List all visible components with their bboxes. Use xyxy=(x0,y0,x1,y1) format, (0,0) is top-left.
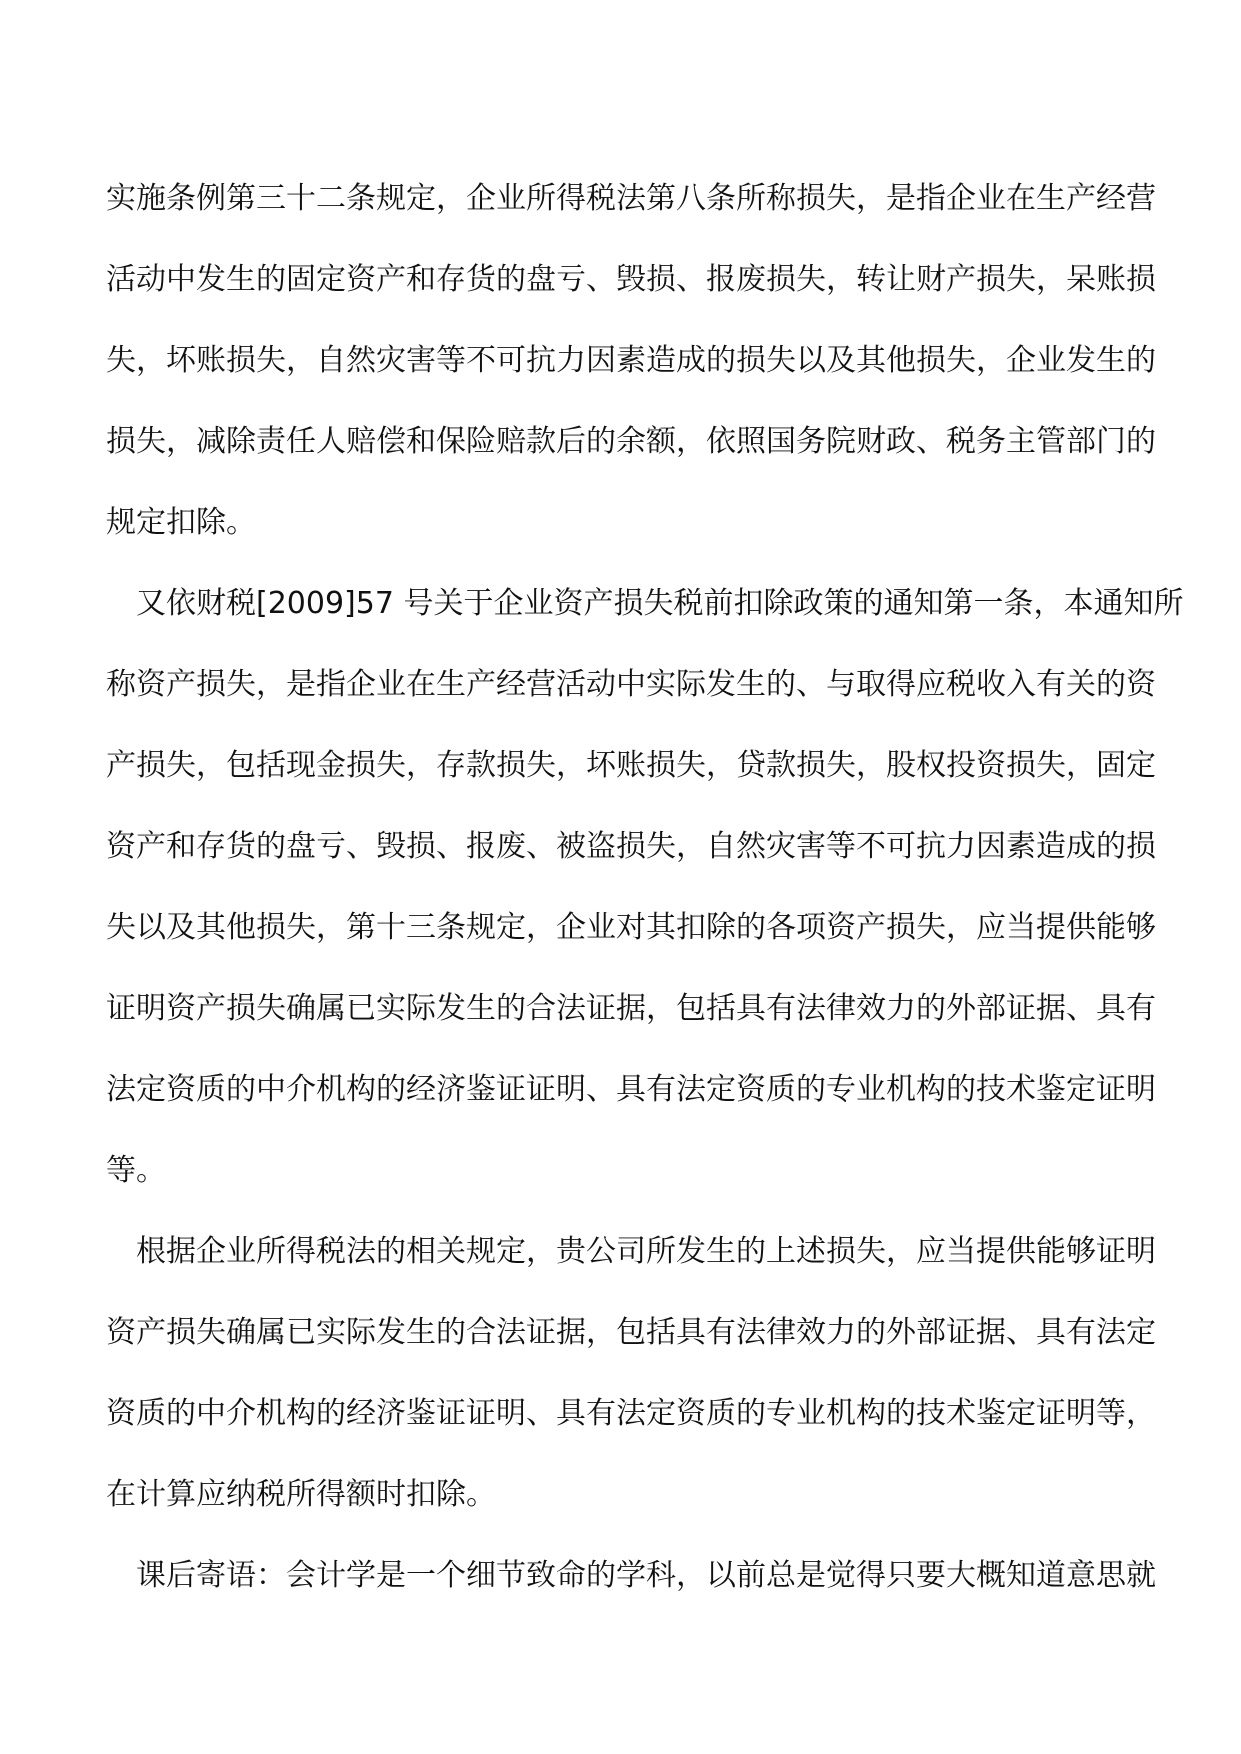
paragraph-3 xyxy=(106,1211,1156,1535)
text-line: 证明资产损失确属已实际发生的合法证据，包括具有法律效力的外部证据、具有 xyxy=(106,991,1156,1026)
text-line: 产损失，包括现金损失，存款损失，坏账损失，贷款损失，股权投资损失，固定 xyxy=(106,748,1156,783)
text-line: 活动中发生的固定资产和存货的盘亏、毁损、报废损失，转让财产损失，呆账损 xyxy=(106,262,1156,297)
paragraph-1 xyxy=(106,158,1156,563)
text-line: 法定资质的中介机构的经济鉴证证明、具有法定资质的专业机构的技术鉴定证明 xyxy=(106,1072,1156,1107)
text-line: 失以及其他损失，第十三条规定，企业对其扣除的各项资产损失，应当提供能够 xyxy=(106,910,1156,945)
text-line: 在计算应纳税所得额时扣除。 xyxy=(106,1477,496,1512)
text-line: 又依财税[2009]57 号关于企业资产损失税前扣除政策的通知第一条，本通知所 xyxy=(136,586,1184,621)
document-body xyxy=(106,158,1184,1616)
text-line: 资产和存货的盘亏、毁损、报废、被盗损失，自然灾害等不可抗力因素造成的损 xyxy=(106,829,1156,864)
paragraph-2 xyxy=(106,563,1184,1211)
text-line: 等。 xyxy=(106,1153,166,1188)
text-line: 资质的中介机构的经济鉴证证明、具有法定资质的专业机构的技术鉴定证明等， xyxy=(106,1396,1156,1431)
text-line: 失，坏账损失，自然灾害等不可抗力因素造成的损失以及其他损失，企业发生的 xyxy=(106,343,1156,378)
text-line: 称资产损失，是指企业在生产经营活动中实际发生的、与取得应税收入有关的资 xyxy=(106,667,1156,702)
text-line: 根据企业所得税法的相关规定，贵公司所发生的上述损失，应当提供能够证明 xyxy=(136,1234,1156,1269)
text-line: 课后寄语：会计学是一个细节致命的学科，以前总是觉得只要大概知道意思就 xyxy=(136,1558,1156,1593)
text-line: 资产损失确属已实际发生的合法证据，包括具有法律效力的外部证据、具有法定 xyxy=(106,1315,1156,1350)
text-line: 实施条例第三十二条规定，企业所得税法第八条所称损失，是指企业在生产经营 xyxy=(106,181,1156,216)
paragraph-4 xyxy=(106,1535,1156,1616)
text-line: 损失，减除责任人赔偿和保险赔款后的余额，依照国务院财政、税务主管部门的 xyxy=(106,424,1156,459)
text-line: 规定扣除。 xyxy=(106,505,256,540)
